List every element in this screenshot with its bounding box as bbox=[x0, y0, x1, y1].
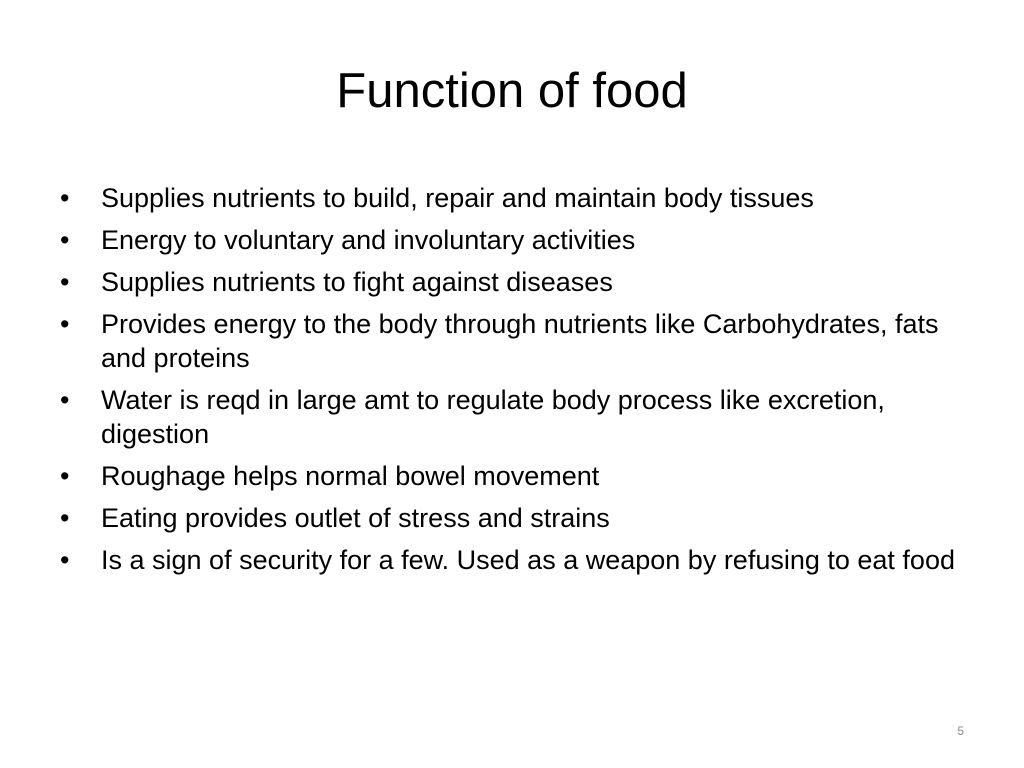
bullet-icon: • bbox=[60, 503, 70, 533]
bullet-icon: • bbox=[60, 267, 70, 297]
bullet-icon: • bbox=[60, 309, 70, 339]
bullet-icon: • bbox=[60, 183, 70, 213]
list-item bbox=[60, 501, 960, 535]
bullet-icon: • bbox=[60, 545, 70, 575]
bullet-text: Energy to voluntary and involuntary activities bbox=[101, 225, 636, 255]
bullet-text: Water is reqd in large amt to regulate body process like excretion, digestion bbox=[101, 385, 885, 449]
list-item bbox=[60, 307, 960, 375]
list-item bbox=[60, 223, 960, 257]
bullet-text: Supplies nutrients to fight against diseases bbox=[101, 267, 613, 297]
bullet-icon: • bbox=[60, 385, 70, 415]
bullet-text: Supplies nutrients to build, repair and maintain body tissues bbox=[101, 183, 814, 213]
list-item bbox=[60, 543, 960, 577]
list-item bbox=[60, 181, 960, 215]
bullet-text: Is a sign of security for a few. Used as a weapon by refusing to eat food bbox=[101, 545, 955, 575]
bullet-text: Eating provides outlet of stress and strains bbox=[101, 503, 610, 533]
list-item bbox=[60, 459, 960, 493]
bullet-text: Roughage helps normal bowel movement bbox=[101, 461, 600, 491]
bullet-list bbox=[60, 181, 960, 585]
slide-number: 5 bbox=[957, 724, 964, 738]
slide-title: Function of food bbox=[336, 64, 688, 118]
bullet-text: Provides energy to the body through nutrients like Carbohydrates, fats and proteins bbox=[101, 309, 939, 373]
bullet-icon: • bbox=[60, 461, 70, 491]
list-item bbox=[60, 265, 960, 299]
list-item bbox=[60, 383, 960, 451]
bullet-icon: • bbox=[60, 225, 70, 255]
